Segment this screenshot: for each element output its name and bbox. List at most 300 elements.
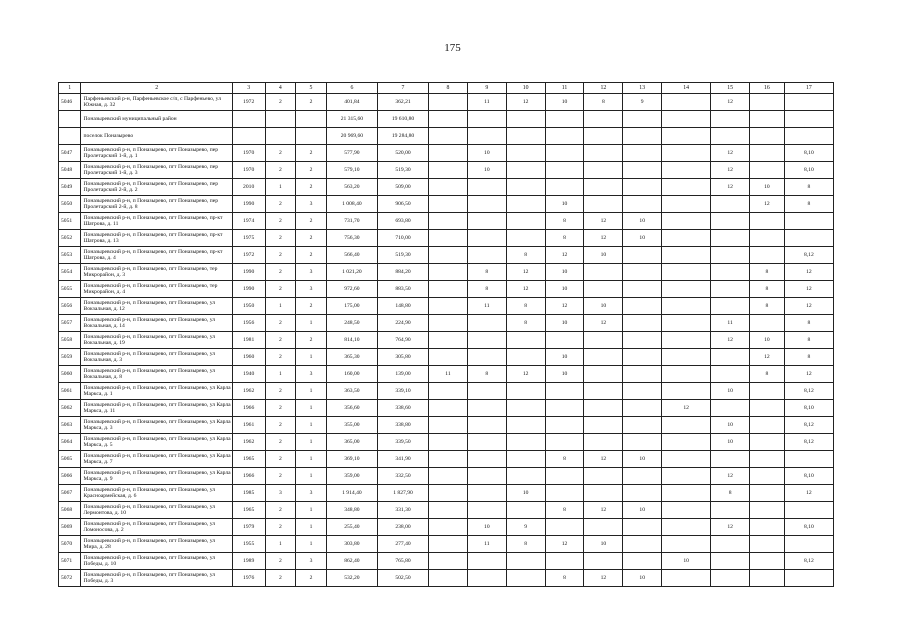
table-cell: 10 <box>623 502 662 519</box>
address-cell: Поназыревский р-н, п Поназырево, пгт Поназырево, ул Победы, д. 10 <box>81 553 232 570</box>
table-cell: 12 <box>784 298 833 315</box>
table-cell <box>662 383 711 400</box>
table-cell: 12 <box>584 315 623 332</box>
table-cell <box>750 94 785 111</box>
row-number-cell: 5060 <box>59 366 81 383</box>
table-cell: 1 827,90 <box>377 485 428 502</box>
table-cell <box>711 230 750 247</box>
table-cell <box>750 485 785 502</box>
table-cell <box>429 553 468 570</box>
table-row <box>59 400 834 417</box>
row-number-cell: 5068 <box>59 502 81 519</box>
table-cell <box>429 230 468 247</box>
table-cell <box>623 111 662 128</box>
table-cell: 341,90 <box>377 451 428 468</box>
table-cell <box>232 111 265 128</box>
table-cell: 1975 <box>232 230 265 247</box>
table-cell <box>545 417 584 434</box>
table-cell <box>467 485 506 502</box>
table-cell <box>545 332 584 349</box>
table-cell: 10 <box>545 94 584 111</box>
table-cell: 532,20 <box>326 570 377 587</box>
table-cell <box>711 196 750 213</box>
table-cell <box>506 502 545 519</box>
table-cell <box>506 417 545 434</box>
table-row <box>59 179 834 196</box>
table-cell: 8,10 <box>784 145 833 162</box>
column-header: 5 <box>296 83 327 94</box>
table-cell <box>429 264 468 281</box>
table-cell: 8,10 <box>784 468 833 485</box>
column-header: 15 <box>711 83 750 94</box>
table-cell <box>662 536 711 553</box>
table-cell: 19 610,80 <box>377 111 428 128</box>
table-row <box>59 145 834 162</box>
table-cell: 577,90 <box>326 145 377 162</box>
table-cell: 1 <box>265 179 296 196</box>
table-cell <box>623 434 662 451</box>
table-cell: 2 <box>265 451 296 468</box>
table-cell <box>429 281 468 298</box>
table-cell <box>296 111 327 128</box>
table-cell: 8 <box>506 315 545 332</box>
table-cell: 10 <box>545 281 584 298</box>
table-cell: 519,30 <box>377 162 428 179</box>
table-cell <box>662 519 711 536</box>
row-number-cell: 5048 <box>59 162 81 179</box>
table-cell <box>623 383 662 400</box>
table-cell <box>545 179 584 196</box>
table-cell <box>467 553 506 570</box>
table-cell <box>662 417 711 434</box>
table-cell: 764,90 <box>377 332 428 349</box>
table-cell <box>711 247 750 264</box>
table-cell: 2 <box>265 383 296 400</box>
table-row <box>59 502 834 519</box>
table-cell <box>429 145 468 162</box>
table-row <box>59 94 834 111</box>
table-cell: 8 <box>506 298 545 315</box>
table-cell <box>467 451 506 468</box>
table-cell: 2 <box>265 349 296 366</box>
address-cell: Поназыревский муниципальный район <box>81 111 232 128</box>
table-cell <box>545 553 584 570</box>
table-cell: 2 <box>296 94 327 111</box>
table-cell <box>750 553 785 570</box>
address-cell: Поназыревский р-н, п Поназырево, пгт Поназырево, ул Победы, д. 3 <box>81 570 232 587</box>
row-number-cell: 5072 <box>59 570 81 587</box>
table-cell: 2 <box>296 247 327 264</box>
table-cell: 731,70 <box>326 213 377 230</box>
table-row <box>59 247 834 264</box>
table-cell: 10 <box>711 434 750 451</box>
column-header: 3 <box>232 83 265 94</box>
table-cell: 365,30 <box>326 349 377 366</box>
table-cell: 12 <box>711 179 750 196</box>
table-cell <box>467 247 506 264</box>
address-cell: Поназыревский р-н, п Поназырево, пгт Поназырево, ул Вокзальная, д. 12 <box>81 298 232 315</box>
table-cell: 10 <box>467 145 506 162</box>
table-row <box>59 332 834 349</box>
row-number-cell: 5050 <box>59 196 81 213</box>
table-cell <box>750 468 785 485</box>
table-cell: 2 <box>265 213 296 230</box>
table-cell <box>584 264 623 281</box>
table-cell: 579,10 <box>326 162 377 179</box>
table-cell <box>429 94 468 111</box>
table-row <box>59 434 834 451</box>
table-cell: 401,84 <box>326 94 377 111</box>
row-number-cell: 5069 <box>59 519 81 536</box>
row-number-cell: 5065 <box>59 451 81 468</box>
table-cell: 8,12 <box>784 383 833 400</box>
address-cell: Поназыревский р-н, п Поназырево, пгт Поназырево, ул Ломоносова, д. 2 <box>81 519 232 536</box>
table-cell: 11 <box>467 94 506 111</box>
table-cell: 1 <box>296 349 327 366</box>
table-cell: 2 <box>265 570 296 587</box>
table-cell <box>467 230 506 247</box>
table-cell <box>429 179 468 196</box>
table-cell: 563,20 <box>326 179 377 196</box>
header-row <box>59 83 834 94</box>
table-cell: 814,10 <box>326 332 377 349</box>
table-cell <box>467 332 506 349</box>
table-cell <box>784 502 833 519</box>
table-cell <box>662 162 711 179</box>
table-cell: 9 <box>623 94 662 111</box>
address-cell: Поназыревский р-н, п Поназырево, пгт Поназырево, ул Карла Маркса, д. 9 <box>81 468 232 485</box>
table-cell <box>506 451 545 468</box>
table-cell <box>506 179 545 196</box>
table-cell <box>506 213 545 230</box>
table-cell: 12 <box>784 264 833 281</box>
table-cell: 3 <box>296 553 327 570</box>
table-cell <box>429 502 468 519</box>
table-cell: 1 008,40 <box>326 196 377 213</box>
table-cell <box>467 196 506 213</box>
table-cell: 356,60 <box>326 400 377 417</box>
table-cell: 1974 <box>232 213 265 230</box>
column-header: 12 <box>584 83 623 94</box>
table-cell <box>662 349 711 366</box>
table-cell <box>506 111 545 128</box>
table-cell <box>662 128 711 145</box>
table-cell: 139,00 <box>377 366 428 383</box>
table-cell <box>623 332 662 349</box>
table-cell: 2 <box>265 145 296 162</box>
table-row <box>59 383 834 400</box>
table-cell: 8 <box>545 451 584 468</box>
table-cell: 8 <box>784 349 833 366</box>
table-cell <box>784 111 833 128</box>
table-cell <box>506 468 545 485</box>
table-cell: 10 <box>623 230 662 247</box>
address-cell: поселок Поназырево <box>81 128 232 145</box>
table-cell <box>662 196 711 213</box>
address-cell: Поназыревский р-н, п Поназырево, пгт Поназырево, ул Карла Маркса, д. 3 <box>81 417 232 434</box>
table-cell <box>584 162 623 179</box>
table-cell: 3 <box>296 366 327 383</box>
table-cell <box>784 451 833 468</box>
table-cell: 8 <box>545 502 584 519</box>
row-number-cell <box>59 111 81 128</box>
table-cell: 303,80 <box>326 536 377 553</box>
table-cell <box>711 213 750 230</box>
table-cell <box>429 536 468 553</box>
table-cell: 884,20 <box>377 264 428 281</box>
table-cell: 1972 <box>232 94 265 111</box>
table-cell <box>750 383 785 400</box>
row-number-cell: 5061 <box>59 383 81 400</box>
address-cell: Поназыревский р-н, п Поназырево, пгт Поназырево, ул Мира, д. 28 <box>81 536 232 553</box>
table-cell <box>429 468 468 485</box>
table-cell <box>584 145 623 162</box>
table-cell: 2 <box>265 553 296 570</box>
table-row <box>59 417 834 434</box>
table-cell: 8 <box>784 332 833 349</box>
table-cell <box>662 111 711 128</box>
table-cell: 8,10 <box>784 162 833 179</box>
table-cell: 8 <box>711 485 750 502</box>
table-cell: 2 <box>265 400 296 417</box>
row-number-cell: 5051 <box>59 213 81 230</box>
table-cell <box>711 281 750 298</box>
table-cell: 175,00 <box>326 298 377 315</box>
table-cell: 8 <box>784 196 833 213</box>
table-cell: 1979 <box>232 519 265 536</box>
table-row <box>59 451 834 468</box>
table-cell: 1990 <box>232 281 265 298</box>
table-cell: 2 <box>265 162 296 179</box>
table-cell: 2 <box>296 179 327 196</box>
table-cell <box>623 145 662 162</box>
table-cell: 10 <box>662 553 711 570</box>
table-cell: 1990 <box>232 196 265 213</box>
table-cell <box>467 179 506 196</box>
table-cell: 2 <box>265 281 296 298</box>
table-cell: 2 <box>265 264 296 281</box>
row-number-cell: 5055 <box>59 281 81 298</box>
table-cell <box>467 383 506 400</box>
table-cell <box>623 485 662 502</box>
row-number-cell <box>59 128 81 145</box>
table-cell <box>584 196 623 213</box>
table-cell <box>467 213 506 230</box>
table-cell <box>506 196 545 213</box>
table-cell <box>711 451 750 468</box>
table-cell: 8 <box>506 536 545 553</box>
table-cell: 10 <box>584 247 623 264</box>
table-cell: 1950 <box>232 298 265 315</box>
table-cell: 12 <box>545 298 584 315</box>
table-cell: 19 284,80 <box>377 128 428 145</box>
address-cell: Поназыревский р-н, п Поназырево, пгт Поназырево, ул Карла Маркса, д. 5 <box>81 434 232 451</box>
table-cell <box>429 213 468 230</box>
table-cell: 12 <box>711 519 750 536</box>
table-cell <box>662 264 711 281</box>
table-cell <box>506 349 545 366</box>
table-row <box>59 366 834 383</box>
table-cell <box>467 468 506 485</box>
table-cell: 8 <box>750 298 785 315</box>
table-cell <box>584 111 623 128</box>
table-cell <box>545 162 584 179</box>
table-row <box>59 128 834 145</box>
table-cell: 1972 <box>232 247 265 264</box>
address-cell: Поназыревский р-н, п Поназырево, пгт Поназырево, ул Карла Маркса, д. 11 <box>81 400 232 417</box>
table-cell <box>506 230 545 247</box>
table-cell: 765,80 <box>377 553 428 570</box>
table-cell: 1981 <box>232 332 265 349</box>
table-cell <box>662 332 711 349</box>
table-cell <box>623 400 662 417</box>
table-cell: 1 <box>296 468 327 485</box>
table-cell: 10 <box>545 315 584 332</box>
table-cell <box>662 298 711 315</box>
table-cell: 972,60 <box>326 281 377 298</box>
table-cell <box>623 536 662 553</box>
row-number-cell: 5058 <box>59 332 81 349</box>
table-cell: 2 <box>265 230 296 247</box>
row-number-cell: 5062 <box>59 400 81 417</box>
table-cell: 248,50 <box>326 315 377 332</box>
table-cell: 10 <box>545 366 584 383</box>
column-header: 8 <box>429 83 468 94</box>
table-cell: 12 <box>711 145 750 162</box>
column-header: 1 <box>59 83 81 94</box>
table-cell <box>429 162 468 179</box>
table-cell: 8 <box>467 281 506 298</box>
table-row <box>59 298 834 315</box>
table-cell: 10 <box>623 570 662 587</box>
table-cell: 710,00 <box>377 230 428 247</box>
table-cell: 2 <box>265 196 296 213</box>
table-cell: 362,21 <box>377 94 428 111</box>
page-number: 175 <box>444 42 461 54</box>
table-cell: 10 <box>750 179 785 196</box>
table-cell: 12 <box>711 332 750 349</box>
table-cell <box>623 468 662 485</box>
table-cell: 3 <box>296 485 327 502</box>
table-cell <box>662 247 711 264</box>
address-cell: Поназыревский р-н, п Поназырево, пгт Поназырево, ул Карла Маркса, д. 7 <box>81 451 232 468</box>
table-cell <box>584 366 623 383</box>
row-number-cell: 5054 <box>59 264 81 281</box>
table-cell: 3 <box>296 196 327 213</box>
table-cell <box>623 315 662 332</box>
table-cell <box>467 349 506 366</box>
table-cell <box>623 281 662 298</box>
table-cell: 1 <box>296 536 327 553</box>
column-header: 10 <box>506 83 545 94</box>
table-cell <box>506 434 545 451</box>
table-cell: 1956 <box>232 315 265 332</box>
table-cell: 8,12 <box>784 247 833 264</box>
column-header: 6 <box>326 83 377 94</box>
address-cell: Парфеньевский р-н, Парфеньевское с/п, с Парфеньево, ул Южная, д. 32 <box>81 94 232 111</box>
table-cell <box>467 315 506 332</box>
table-cell: 355,00 <box>326 417 377 434</box>
table-cell: 12 <box>584 570 623 587</box>
table-cell: 8,12 <box>784 553 833 570</box>
address-cell: Поназыревский р-н, п Поназырево, пгт Поназырево, ул Карла Маркса, д. 1 <box>81 383 232 400</box>
table-cell <box>623 247 662 264</box>
table-cell <box>429 111 468 128</box>
table-cell: 8,10 <box>784 400 833 417</box>
table-cell: 1966 <box>232 468 265 485</box>
table-cell: 1976 <box>232 570 265 587</box>
table-cell: 10 <box>545 349 584 366</box>
table-cell <box>584 349 623 366</box>
table-cell <box>545 128 584 145</box>
table-cell: 3 <box>296 281 327 298</box>
row-number-cell: 5057 <box>59 315 81 332</box>
table-cell <box>545 519 584 536</box>
table-cell <box>623 162 662 179</box>
table-cell <box>750 162 785 179</box>
table-cell: 2 <box>265 315 296 332</box>
table-cell <box>623 128 662 145</box>
table-cell <box>265 111 296 128</box>
table-cell <box>506 332 545 349</box>
table-cell: 8 <box>784 179 833 196</box>
table-cell: 12 <box>584 213 623 230</box>
table-cell <box>429 247 468 264</box>
table-cell: 10 <box>584 298 623 315</box>
table-cell: 12 <box>750 196 785 213</box>
table-cell: 1962 <box>232 383 265 400</box>
table-cell <box>467 502 506 519</box>
row-number-cell: 5070 <box>59 536 81 553</box>
address-cell: Поназыревский р-н, п Поназырево, пгт Поназырево, пер Пролетарский 2-й, д. 8 <box>81 196 232 213</box>
column-header: 13 <box>623 83 662 94</box>
table-cell <box>711 536 750 553</box>
table-cell <box>506 570 545 587</box>
address-cell: Поназыревский р-н, п Поназырево, пгт Поназырево, тер Микрорайон, д. 4 <box>81 281 232 298</box>
address-cell: Поназыревский р-н, п Поназырево, пгт Поназырево, пер Пролетарский 1-й, д. 1 <box>81 145 232 162</box>
table-cell: 862,40 <box>326 553 377 570</box>
table-cell <box>506 128 545 145</box>
table-cell <box>429 196 468 213</box>
table-cell: 2 <box>265 332 296 349</box>
table-cell <box>429 570 468 587</box>
table-cell: 2 <box>296 298 327 315</box>
address-cell: Поназыревский р-н, п Поназырево, пгт Поназырево, ул Вокзальная, д. 8 <box>81 366 232 383</box>
table-cell: 509,00 <box>377 179 428 196</box>
table-cell: 338,80 <box>377 417 428 434</box>
table-cell <box>265 128 296 145</box>
table-row <box>59 349 834 366</box>
row-number-cell: 5053 <box>59 247 81 264</box>
table-cell: 1 <box>296 400 327 417</box>
table-cell <box>584 383 623 400</box>
table-cell: 3 <box>296 264 327 281</box>
row-number-cell: 5067 <box>59 485 81 502</box>
table-cell <box>623 196 662 213</box>
table-cell <box>711 264 750 281</box>
table-cell: 20 969,60 <box>326 128 377 145</box>
table-cell: 21 315,60 <box>326 111 377 128</box>
table-cell: 8 <box>750 264 785 281</box>
table-cell: 11 <box>467 298 506 315</box>
table-cell: 11 <box>711 315 750 332</box>
table-cell <box>429 417 468 434</box>
table-cell: 10 <box>506 485 545 502</box>
table-cell <box>711 366 750 383</box>
column-header: 2 <box>81 83 232 94</box>
table-cell: 2 <box>265 94 296 111</box>
table-cell <box>467 111 506 128</box>
